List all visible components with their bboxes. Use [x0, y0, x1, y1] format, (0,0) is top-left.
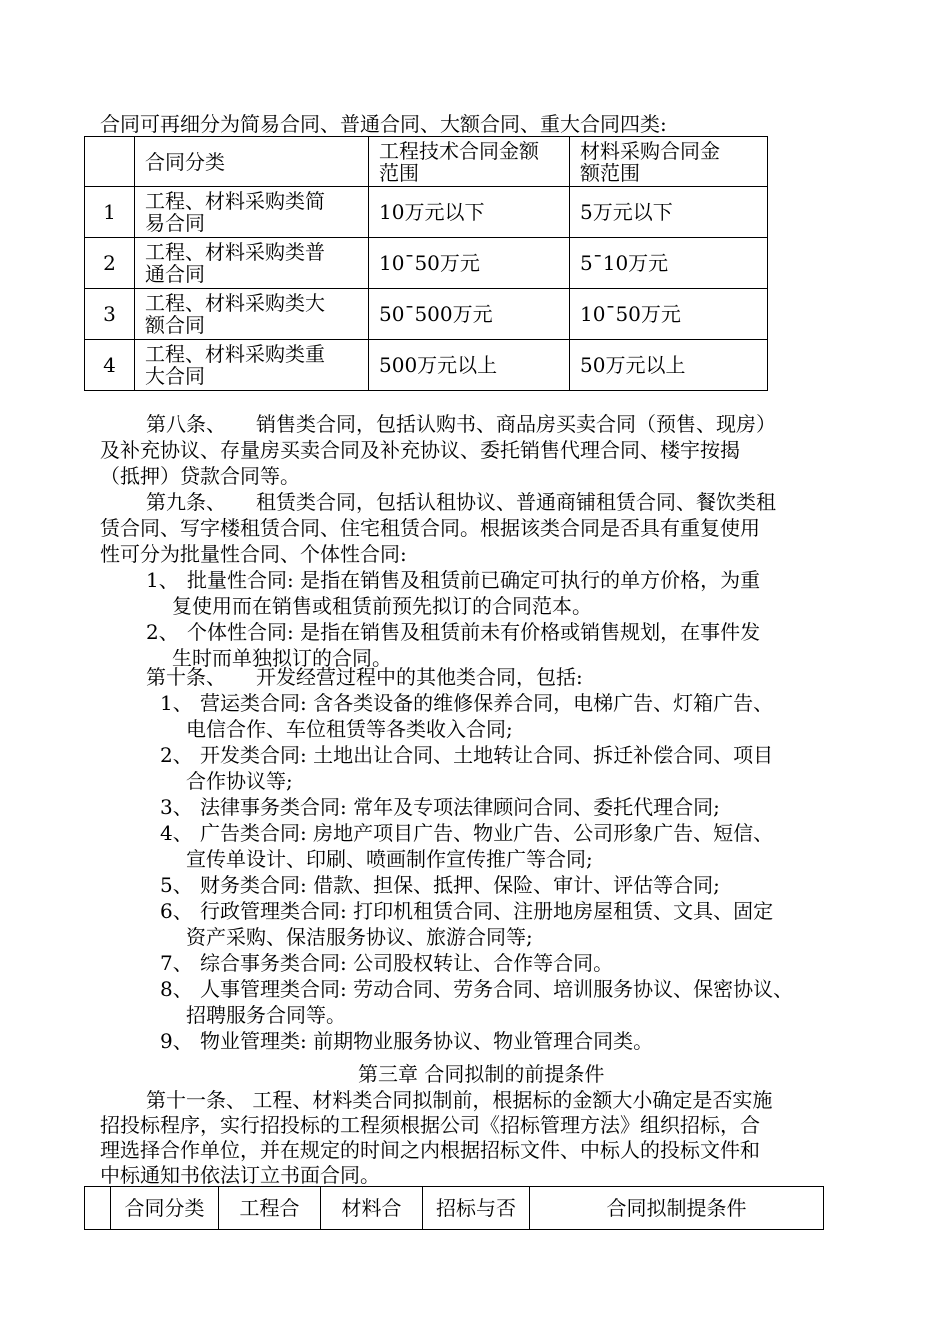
row-eng-range: 10万元以下: [369, 187, 570, 238]
article9-item1-line2: 复使用而在销售或租赁前预先拟订的合同范本。: [172, 594, 592, 618]
article10-item-line2: 合作协议等;: [186, 769, 293, 793]
article8-line2: 及补充协议、存量房买卖合同及补充协议、委托销售代理合同、楼宇按揭: [100, 438, 740, 462]
article10-item-num: 3、: [160, 795, 193, 819]
article8-line3: （抵押）贷款合同等。: [100, 464, 300, 488]
article10-item-line1: 财务类合同: 借款、担保、抵押、保险、审计、评估等合同;: [200, 873, 720, 897]
contract-precondition-table: [84, 1186, 824, 1230]
header-mat-line2: 额范围: [580, 160, 640, 185]
article9-line3: 性可分为批量性合同、个体性合同:: [100, 542, 407, 566]
article10-item-line1: 综合事务类合同: 公司股权转让、合作等合同。: [200, 951, 614, 975]
table-header-cell: [135, 137, 369, 187]
article9-item1-line1: 批量性合同: 是指在销售及租赁前已确定可执行的单方价格，为重: [187, 568, 761, 592]
article10-item-num: 6、: [160, 899, 193, 923]
article10-item-line2: 招聘服务合同等。: [186, 1003, 346, 1027]
article11-line4: 中标通知书依法订立书面合同。: [100, 1163, 380, 1187]
article10-item-line1: 法律事务类合同: 常年及专项法律顾问合同、委托代理合同;: [200, 795, 720, 819]
article10-item-line2: 电信合作、车位租赁等各类收入合同;: [186, 717, 513, 741]
article10-item-num: 8、: [160, 977, 193, 1001]
row-number: 1: [85, 187, 135, 238]
row-number: 4: [85, 340, 135, 391]
header-eng-line2: 范围: [379, 160, 419, 185]
article10-item-num: 2、: [160, 743, 193, 767]
article10-item-line1: 物业管理类: 前期物业服务协议、物业管理合同类。: [200, 1029, 654, 1053]
article9-item2-num: 2、: [146, 620, 179, 644]
row-eng-range: 10ˉ50万元: [369, 238, 570, 289]
article10-text: 第十条、 开发经营过程中的其他类合同，包括:: [146, 665, 583, 689]
row-eng-range: 50ˉ500万元: [369, 289, 570, 340]
article9-item1-num: 1、: [146, 568, 179, 592]
intro-text: 合同可再细分为简易合同、普通合同、大额合同、重大合同四类:: [100, 112, 667, 136]
header-eng-line1: 工程技术合同金额: [379, 138, 539, 163]
article10-item-line1: 开发类合同: 土地出让合同、土地转让合同、拆迁补偿合同、项目: [200, 743, 774, 767]
row-category-line2: 通合同: [145, 262, 205, 286]
table-header-cell: 工程合: [219, 1187, 321, 1230]
row-mat-range: 5ˉ10万元: [570, 238, 768, 289]
table-row: [85, 187, 768, 238]
contract-amount-table: [84, 136, 768, 391]
table-row: [85, 340, 768, 391]
table-header-cell: [369, 137, 570, 187]
row-mat-range: 50万元以上: [570, 340, 768, 391]
row-category-line1: 工程、材料采购类重: [145, 342, 325, 366]
header-mat-line1: 材料采购合同金: [580, 138, 720, 163]
article10-item-line1: 广告类合同: 房地产项目广告、物业广告、公司形象广告、短信、: [200, 821, 774, 845]
header-category: 合同分类: [145, 149, 225, 174]
table-header-cell: [85, 1187, 111, 1230]
article10-item-num: 7、: [160, 951, 193, 975]
article11-line1: 第十一条、 工程、材料类合同拟制前，根据标的金额大小确定是否实施: [146, 1088, 773, 1112]
article9-line1: 第九条、 租赁类合同，包括认租协议、普通商铺租赁合同、餐饮类租: [146, 490, 776, 514]
row-eng-range: 500万元以上: [369, 340, 570, 391]
row-category-line2: 大合同: [145, 364, 205, 388]
row-category-line1: 工程、材料采购类大: [145, 291, 325, 315]
row-mat-range: 10ˉ50万元: [570, 289, 768, 340]
article10-item-line1: 人事管理类合同: 劳动合同、劳务合同、培训服务协议、保密协议、: [200, 977, 794, 1001]
row-category: [135, 187, 369, 238]
article11-line3: 理选择合作单位，并在规定的时间之内根据招标文件、中标人的投标文件和: [100, 1138, 760, 1162]
table-header-row: [85, 1187, 824, 1230]
article11-line2: 招投标程序，实行招投标的工程须根据公司《招标管理方法》组织招标，合: [100, 1113, 760, 1137]
article10-item-line2: 宣传单设计、印刷、喷画制作宣传推广等合同;: [186, 847, 593, 871]
table-header-cell: 合同分类: [111, 1187, 219, 1230]
row-category-line1: 工程、材料采购类普: [145, 240, 325, 264]
row-category: [135, 238, 369, 289]
article9-item2-line1: 个体性合同: 是指在销售及租赁前未有价格或销售规划，在事件发: [187, 620, 761, 644]
article10-item-num: 4、: [160, 821, 193, 845]
chapter-heading: 第三章 合同拟制的前提条件: [358, 1062, 605, 1086]
article9-item2-line2: 生时而单独拟订的合同。: [172, 646, 392, 670]
table-header-cell: 招标与否: [423, 1187, 530, 1230]
article10-item-line1: 营运类合同: 含各类设备的维修保养合同，电梯广告、灯箱广告、: [200, 691, 774, 715]
table-header-cell: [85, 137, 135, 187]
table-header-row: [85, 137, 768, 187]
table-header-cell: 合同拟制提条件: [530, 1187, 824, 1230]
article10-item-line1: 行政管理类合同: 打印机租赁合同、注册地房屋租赁、文具、固定: [200, 899, 774, 923]
article10-item-num: 5、: [160, 873, 193, 897]
row-category: [135, 289, 369, 340]
article10-item-num: 1、: [160, 691, 193, 715]
table-header-cell: 材料合: [321, 1187, 423, 1230]
table-header-cell: [570, 137, 768, 187]
article8-line1: 第八条、 销售类合同，包括认购书、商品房买卖合同（预售、现房）: [146, 412, 776, 436]
row-number: 2: [85, 238, 135, 289]
table-row: [85, 289, 768, 340]
row-category-line2: 额合同: [145, 313, 205, 337]
article9-line2: 赁合同、写字楼租赁合同、住宅租赁合同。根据该类合同是否具有重复使用: [100, 516, 760, 540]
row-mat-range: 5万元以下: [570, 187, 768, 238]
article10-item-num: 9、: [160, 1029, 193, 1053]
row-category-line1: 工程、材料采购类简: [145, 189, 325, 213]
table-row: [85, 238, 768, 289]
row-category: [135, 340, 369, 391]
article10-item-line2: 资产采购、保洁服务协议、旅游合同等;: [186, 925, 533, 949]
row-category-line2: 易合同: [145, 211, 205, 235]
row-number: 3: [85, 289, 135, 340]
